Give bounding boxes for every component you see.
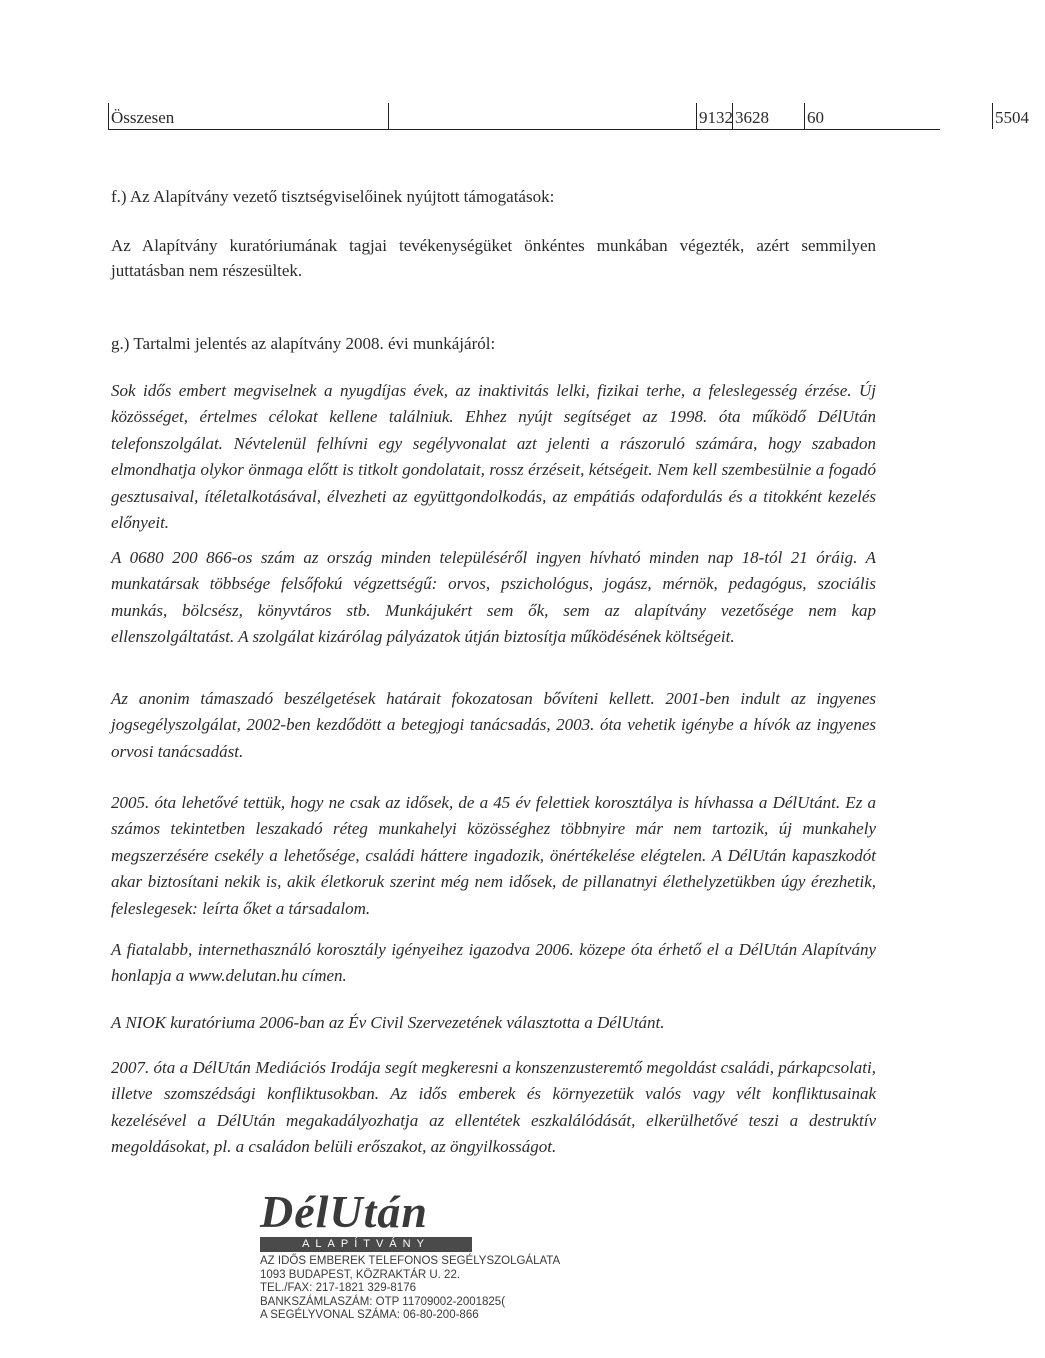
report-paragraph-3: Az anonim támaszadó beszélgetések határait fokozatosan bővíteni kellett. 2001-ben indult az ingyenes jogsegélyszolgálat, 2002-ben kezdődött a betegjogi tanácsadás, 2003. óta vehetik igénybe a hívók az ingyenes orvosi tanácsadást.	[111, 689, 876, 761]
summary-label: Összesen	[108, 103, 391, 129]
stamp-line-4: BANKSZÁMLASZÁM: OTP 11709002-2001825(	[260, 1295, 506, 1308]
report-paragraph-5: A fiatalabb, internethasználó korosztály igényeihez igazodva 2006. közepe óta érhető el a DélUtán Alapítvány honlapja a www.delutan.hu címen.	[111, 940, 876, 986]
section-f-body: Az Alapítvány kuratóriumának tagjai tevékenységüket önkéntes munkában végezték, azért semmilyen juttatásban nem részesültek.	[111, 236, 876, 280]
report-paragraph-4: 2005. óta lehetővé tettük, hogy ne csak az idősek, de a 45 év felettiek korosztálya is hívhassa a DélUtánt. Ez a számos tekintetben leszakadó réteg munkahelyi közösséghez többnyire már nem tartozik, új munkahely megszerzésére csekély a lehetősége, családi háttere ingadozik, önértékelése elégtelen. A DélUtán kapaszkodót akar biztosítani nekik is, akik életkoruk szerint még nem idősek, de pillanatnyi élethelyzetükben úgy érezhetik, feleslegesek: leírta őket a társadalom.	[111, 793, 876, 918]
report-paragraph-7: 2007. óta a DélUtán Mediációs Irodája segít megkeresni a konszenzusteremtő megoldást családi, párkapcsolati, illetve szomszédsági konfliktusokban. Az idős emberek és környezetük valós vagy vélt konfliktusainak kezelésével a DélUtán megakadályozhatja az ellentétek eszkalálódását, elkerülhetővé teszi a destruktív megoldásokat, pl. a családon belüli erőszakot, az öngyilkosságot.	[111, 1058, 876, 1157]
report-paragraph-2: A 0680 200 866-os szám az ország minden településéről ingyen hívható minden nap 18-tól 21 óráig. A munkatársak többsége felsőfokú végzettségű: orvos, pszichológus, jogász, mérnök, pedagógus, szociális munkás, bölcsész, könyvtáros stb. Munkájukért sem ők, sem az alapítvány vezetősége nem kap ellenszolgáltatást. A szolgálat kizárólag pályázatok útján biztosítja működésének költségeit.	[111, 548, 876, 647]
summary-value-3: 60	[804, 103, 927, 129]
section-f-heading: f.) Az Alapítvány vezető tisztségviselőinek nyújtott támogatások:	[111, 187, 555, 206]
stamp-logo: DélUtán	[260, 1186, 428, 1237]
summary-value-4: 5504	[992, 103, 1045, 129]
stamp-band: ALAPÍTVÁNY	[260, 1237, 472, 1252]
report-paragraph-1: Sok idős embert megviselnek a nyugdíjas évek, az inaktivitás lelki, fizikai terhe, a feleslegesség érzése. Új közösséget, értelmes célokat kellene találniuk. Ehhez nyújt segítséget az 1998. óta működő DélUtán telefonszolgálat. Névtelenül felhívni egy segélyvonalat azt jelenti a rászoruló számára, hogy szabadon elmondhatja olykor önmaga előtt is titkolt gondolatait, rossz érzéseit, kétségeit. Nem kell szembesülnie a fogadó gesztusaival, ítéletalkotásával, élvezheti az együttgondolkodás, az empátiás odafordulás és a titokként kezelés előnyeit.	[111, 381, 876, 533]
summary-value-2: 3628	[732, 103, 807, 129]
stamp-line-2: 1093 BUDAPEST, KÖZRAKTÁR U. 22.	[260, 1268, 461, 1281]
stamp-line-3: TEL./FAX: 217-1821 329-8176	[260, 1282, 416, 1294]
report-paragraph-6: A NIOK kuratóriuma 2006-ban az Év Civil Szervezetének választotta a DélUtánt.	[111, 1013, 665, 1032]
stamp-line-5: A SEGÉLYVONAL SZÁMA: 06-80-200-866	[260, 1309, 479, 1321]
summary-empty-cell	[388, 103, 699, 129]
section-g-heading: g.) Tartalmi jelentés az alapítvány 2008. évi munkájáról:	[111, 334, 496, 353]
summary-row	[108, 103, 1029, 130]
organization-stamp	[258, 1185, 561, 1345]
stamp-line-1: AZ IDŐS EMBEREK TELEFONOS SEGÉLYSZOLGÁLATA	[260, 1255, 561, 1267]
summary-value-1: 9132	[696, 103, 735, 129]
stamp-address-block	[260, 1255, 560, 1323]
